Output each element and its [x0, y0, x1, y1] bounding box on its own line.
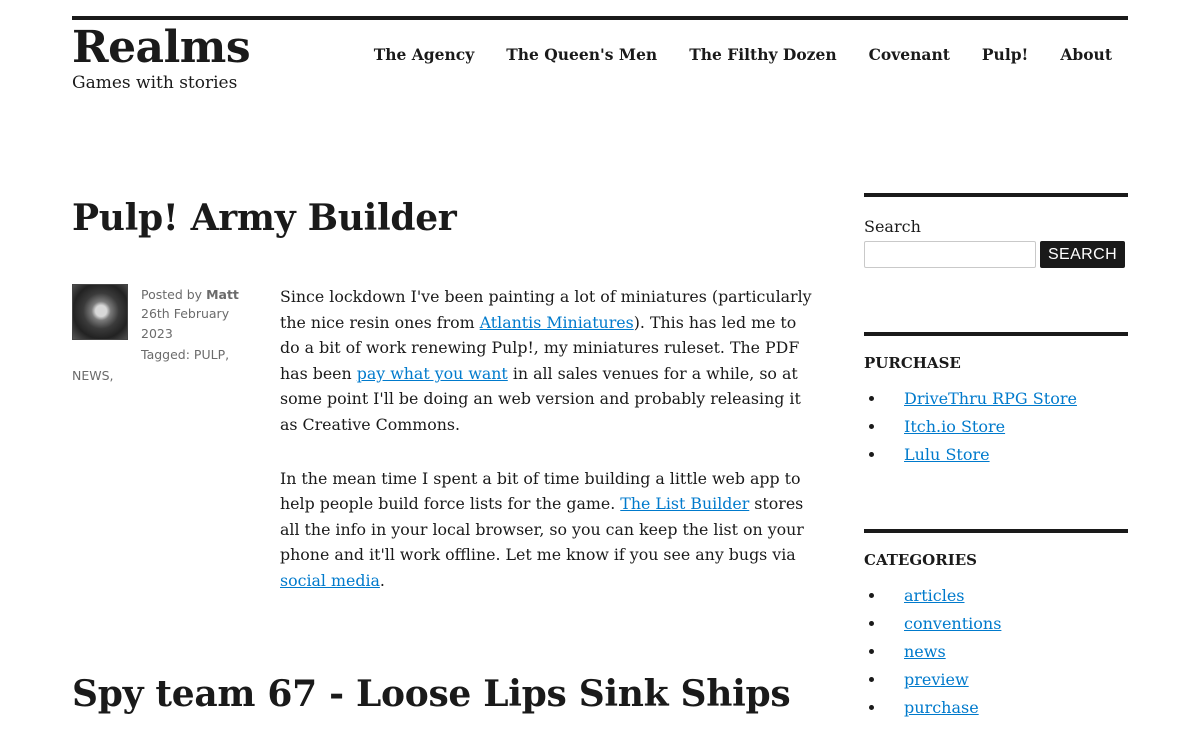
list-item — [886, 441, 1077, 469]
list-item — [886, 385, 1077, 413]
categories-widget-title: CATEGORIES — [864, 551, 977, 569]
post-title[interactable]: Pulp! Army Builder — [72, 197, 457, 239]
list-item — [886, 638, 1001, 666]
widget-rule — [864, 332, 1128, 336]
category-link-news[interactable]: news — [904, 642, 946, 661]
atlantis-miniatures-link[interactable]: Atlantis Miniatures — [479, 312, 634, 332]
paragraph-text: In the mean time I spent a bit of time building a little web app to help people build force lists for the game. — [280, 468, 801, 514]
nav-item-covenant[interactable]: Covenant — [868, 45, 950, 64]
tag-separator: , — [109, 368, 114, 383]
pay-what-you-want-link[interactable]: pay what you want — [356, 363, 508, 383]
post-paragraph — [280, 466, 820, 594]
nav-item-the-queens-men[interactable]: The Queen's Men — [506, 45, 658, 64]
list-item — [886, 610, 1001, 638]
tag-link-news[interactable]: NEWS — [72, 368, 110, 383]
widget-rule — [864, 193, 1128, 197]
categories-list — [864, 582, 1001, 722]
drivethru-store-link[interactable]: DriveThru RPG Store — [904, 389, 1077, 408]
list-item — [886, 582, 1001, 610]
search-button[interactable]: SEARCH — [1040, 241, 1125, 268]
tagged-label: Tagged: — [141, 347, 190, 362]
nav-item-the-agency[interactable]: The Agency — [373, 45, 475, 64]
post-title[interactable]: Spy team 67 - Loose Lips Sink Ships — [72, 673, 791, 715]
paragraph-text: ). This has led me to do a bit of work renewing Pulp!, my miniatures ruleset. The PDF has been — [280, 312, 800, 383]
list-item — [886, 666, 1001, 694]
main-navigation — [374, 44, 1112, 66]
post-date[interactable]: 26th February 2023 — [141, 306, 230, 341]
category-link-articles[interactable]: articles — [904, 586, 965, 605]
paragraph-text: in all sales venues for a while, so at some point I'll be doing an web version and probably releasing it as Creative Commons. — [280, 363, 801, 434]
nav-item-the-filthy-dozen[interactable]: The Filthy Dozen — [689, 45, 837, 64]
site-description: Games with stories — [72, 73, 238, 93]
widget-rule — [864, 529, 1128, 533]
site-title[interactable]: Realms — [72, 22, 251, 73]
list-item — [886, 413, 1077, 441]
search-label: Search — [864, 217, 921, 236]
search-input[interactable] — [864, 241, 1036, 268]
paragraph-text: . — [379, 570, 385, 590]
lulu-store-link[interactable]: Lulu Store — [904, 445, 990, 464]
paragraph-text: Since lockdown I've been painting a lot of miniatures (particularly the nice resin ones from — [280, 287, 812, 332]
category-link-conventions[interactable]: conventions — [904, 614, 1002, 633]
list-builder-link[interactable]: The List Builder — [620, 494, 750, 514]
nav-item-pulp[interactable]: Pulp! — [981, 45, 1029, 64]
category-link-purchase[interactable]: purchase — [904, 698, 979, 717]
post-byline — [141, 285, 239, 305]
purchase-widget-title: PURCHASE — [864, 354, 961, 372]
category-link-preview[interactable]: preview — [904, 670, 969, 689]
posted-by-label: Posted by — [141, 287, 203, 302]
paragraph-text: stores all the info in your local browser, so you can keep the list on your phone and it'll work offline. Let me know if you see any bugs via — [280, 494, 804, 565]
post-paragraph — [280, 284, 820, 438]
post-tags — [141, 345, 229, 365]
itchio-store-link[interactable]: Itch.io Store — [904, 417, 1006, 436]
tag-link-pulp[interactable]: PULP — [193, 347, 226, 362]
post-content — [280, 284, 820, 622]
post-author-link[interactable]: Matt — [206, 287, 239, 302]
nav-item-about[interactable]: About — [1060, 45, 1112, 64]
social-media-link[interactable]: social media — [280, 570, 380, 590]
purchase-list — [864, 385, 1077, 469]
post-tags-continued — [72, 366, 114, 386]
tag-separator: , — [225, 347, 230, 362]
author-avatar — [72, 284, 128, 340]
list-item — [886, 694, 1001, 722]
